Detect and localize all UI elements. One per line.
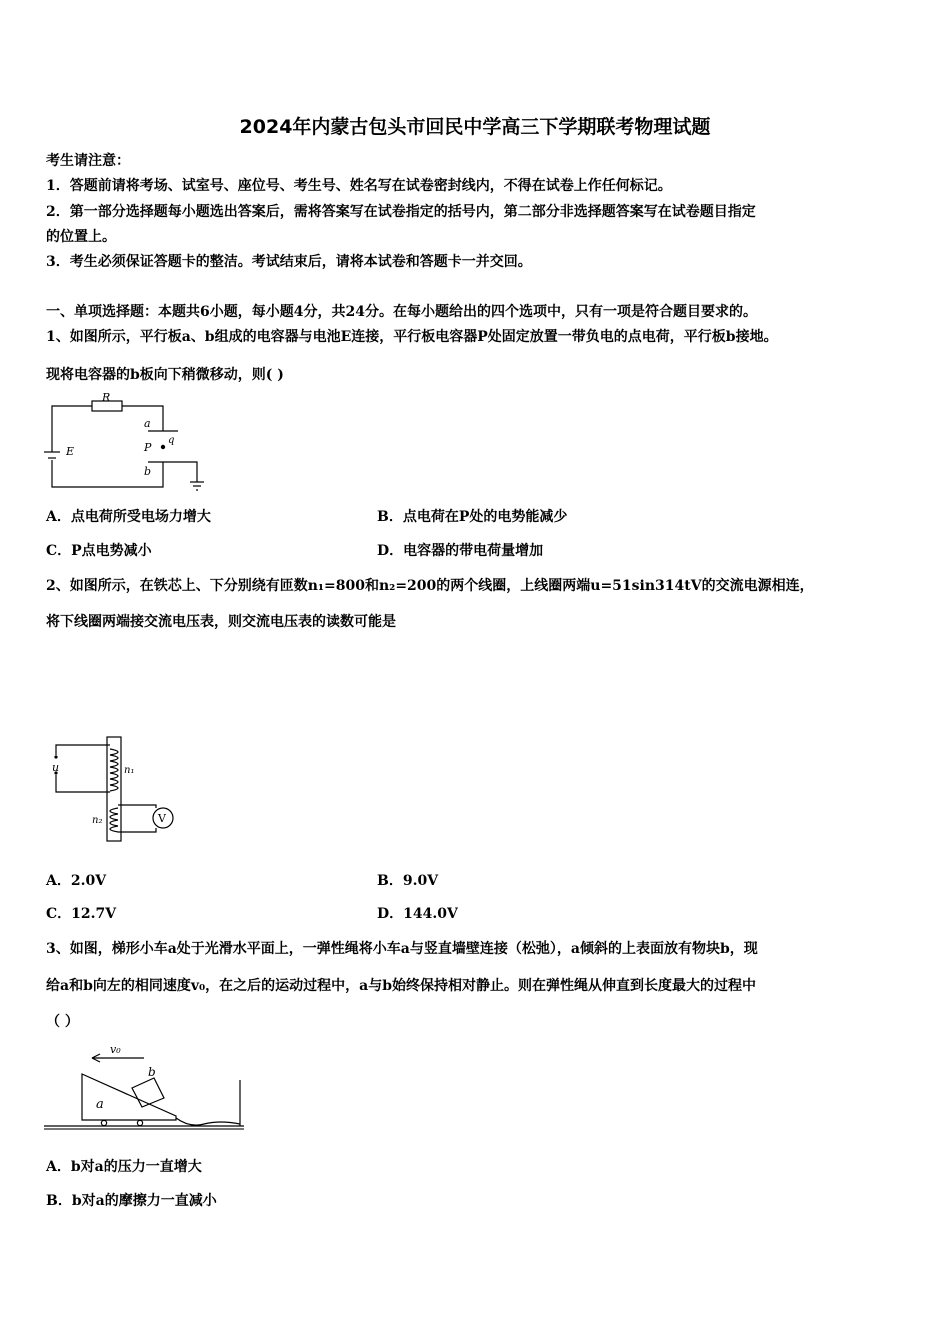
q2-stem: 将下线圈两端接交流电压表，则交流电压表的读数可能是 bbox=[46, 614, 396, 630]
q1-option-b[interactable]: B．点电荷在P处的电势能减少 bbox=[377, 509, 568, 525]
section-heading: 一、单项选择题：本题共6小题，每小题4分，共24分。在每小题给出的四个选项中，只有一项是符合题目要求的。 bbox=[46, 304, 757, 320]
q3-stem: 3、如图，梯形小车a处于光滑水平面上，一弹性绳将小车a与竖直墙壁连接（松弛），a倾斜的上表面放有物块b，现 bbox=[46, 941, 758, 957]
q1-stem: 1、如图所示，平行板a、b组成的电容器与电池E连接，平行板电容器P处固定放置一带负电的点电荷，平行板b接地。 bbox=[46, 329, 778, 345]
q3-stem: （ ） bbox=[46, 1014, 79, 1030]
label-E: E bbox=[66, 445, 75, 458]
q3-option-b[interactable]: B．b对a的摩擦力一直减小 bbox=[46, 1193, 217, 1209]
label-P: P bbox=[144, 441, 152, 454]
notice-item: 的位置上。 bbox=[46, 229, 116, 245]
label-b: b bbox=[148, 1065, 156, 1079]
notice-item: 3．考生必须保证答题卡的整洁。考试结束后，请将本试卷和答题卡一并交回。 bbox=[46, 254, 532, 270]
label-R: R bbox=[102, 391, 111, 404]
label-a: a bbox=[96, 1097, 104, 1112]
q1-stem: 现将电容器的b板向下稍微移动，则( ) bbox=[46, 367, 284, 383]
q2-option-a[interactable]: A．2.0V bbox=[46, 873, 107, 889]
q2-stem: 2、如图所示，在铁芯上、下分别绕有匝数n₁=800和n₂=200的两个线圈，上线圈两端u=51sin314tV的交流电源相连， bbox=[46, 578, 814, 594]
label-n2: n₂ bbox=[92, 815, 103, 826]
notice-heading: 考生请注意： bbox=[46, 153, 130, 169]
voltmeter-label: V bbox=[158, 812, 166, 825]
page-title: 2024年内蒙古包头市回民中学高三下学期联考物理试题 bbox=[239, 116, 711, 138]
q3-cart-figure bbox=[44, 1040, 246, 1135]
q1-option-d[interactable]: D．电容器的带电荷量增加 bbox=[377, 543, 544, 559]
label-q: q bbox=[168, 435, 175, 446]
label-n1: n₁ bbox=[124, 765, 135, 776]
q1-option-c[interactable]: C．P点电势减小 bbox=[46, 543, 152, 559]
notice-item: 1．答题前请将考场、试室号、座位号、考生号、姓名写在试卷密封线内，不得在试卷上作任何标记。 bbox=[46, 178, 672, 194]
q3-stem: 给a和b向左的相同速度v₀，在之后的运动过程中，a与b始终保持相对静止。则在弹性绳从伸直到长度最大的过程中 bbox=[46, 978, 756, 994]
label-u: u bbox=[52, 761, 60, 774]
q1-circuit-figure bbox=[40, 392, 215, 502]
q2-option-b[interactable]: B．9.0V bbox=[377, 873, 439, 889]
q2-transformer-figure bbox=[48, 735, 183, 847]
q3-option-a[interactable]: A．b对a的压力一直增大 bbox=[46, 1159, 202, 1175]
q2-option-d[interactable]: D．144.0V bbox=[377, 906, 458, 922]
notice-item: 2．第一部分选择题每小题选出答案后，需将答案写在试卷指定的括号内，第二部分非选择题答案写在试卷题目指定 bbox=[46, 204, 756, 220]
q1-option-a[interactable]: A．点电荷所受电场力增大 bbox=[46, 509, 211, 525]
label-v0: v₀ bbox=[110, 1043, 121, 1056]
label-b: b bbox=[144, 465, 152, 478]
label-a: a bbox=[144, 417, 151, 430]
q2-option-c[interactable]: C．12.7V bbox=[46, 906, 117, 922]
